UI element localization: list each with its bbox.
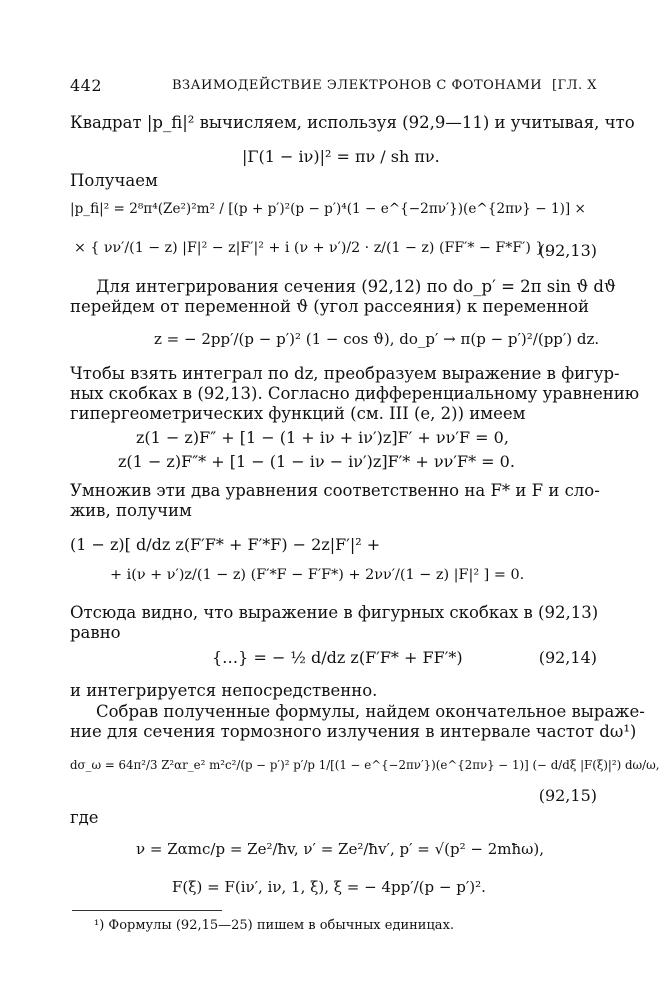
paragraph-line: Чтобы взять интеграл по dz, преобразуем выражение в фигур- [70,364,620,383]
equation-number: (92,13) [538,241,597,260]
paragraph-line: и интегрируется непосредственно. [70,681,378,700]
paragraph-line: жив, получим [70,501,192,520]
equation-sum-line2: + i(ν + ν′)z/(1 − z) (F′*F − F′F*) + 2νν′/(1 − z) |F|² ] = 0. [110,567,525,583]
paragraph-line: ных скобках в (92,13). Согласно дифференциальному уравнению [70,384,640,403]
equation-nu: ν = Zαmc/p = Ze²/ħv, ν′ = Ze²/ħv′, p′ = √(p² − 2mħω), [136,840,545,858]
equation-z: z = − 2pp′/(p − p′)² (1 − cos ϑ), do_p′ → π(p − p′)²/(pp′) dz. [154,330,600,348]
paragraph-line: где [70,808,99,827]
equation-92-13-line2: × { νν′/(1 − z) |F|² − z|F′|² + i (ν + ν′)/2 · z/(1 − z) (FF′* − F*F′) }. [74,240,549,256]
equation-92-14: {…} = − ½ d/dz z(F′F* + FF′*) [212,648,463,667]
footnote-rule [72,910,222,911]
equation-hypergeometric-1: z(1 − z)F″ + [1 − (1 + iν + iν′)z]F′ + νν′F = 0, [136,428,509,447]
footnote: ¹) Формулы (92,15—25) пишем в обычных единицах. [94,918,455,933]
paragraph-line: Для интегрирования сечения (92,12) по do_p′ = 2π sin ϑ dϑ [96,277,616,296]
paragraph-line: Отсюда видно, что выражение в фигурных скобках в (92,13) [70,603,599,622]
equation-F: F(ξ) = F(iν′, iν, 1, ξ), ξ = − 4pp′/(p − p′)². [172,878,486,896]
paragraph-line: равно [70,623,121,642]
equation-gamma: |Γ(1 − iν)|² = πν / sh πν. [242,147,440,166]
equation-92-13-line1: |p_fi|² = 2⁸π⁴(Ze²)²m² / [(p + p′)²(p − p′)⁴(1 − e^{−2πν′})(e^{2πν} − 1)] × [70,201,586,217]
paragraph-line: ние для сечения тормозного излучения в интервале частот dω¹) [70,722,637,741]
running-title: ВЗАИМОДЕЙСТВИЕ ЭЛЕКТРОНОВ С ФОТОНАМИ [172,78,543,93]
equation-number: (92,14) [538,648,597,667]
chapter-label: [ГЛ. X [551,78,597,93]
paragraph-line: Умножив эти два уравнения соответственно на F* и F и сло- [70,481,600,500]
equation-92-15: dσ_ω = 64π²/3 Z²αr_e² m²c²/(p − p′)² p′/p 1/[(1 − e^{−2πν′})(e^{2πν} − 1)] (− d/dξ |F(ξ)|²) dω/ω, [70,758,660,772]
equation-hypergeometric-2: z(1 − z)F″* + [1 − (1 − iν − iν′)z]F′* + νν′F* = 0. [118,452,515,471]
equation-number: (92,15) [538,786,597,805]
equation-sum-line1: (1 − z)[ d/dz z(F′F* + F′*F) − 2z|F′|² + [70,535,381,554]
paragraph-line: перейдем от переменной ϑ (угол рассеяния) к переменной [70,297,590,316]
paragraph-line: Получаем [70,171,158,190]
paragraph-line: Собрав полученные формулы, найдем окончательное выраже- [96,702,645,721]
paragraph-line: Квадрат |p_fi|² вычисляем, используя (92,9—11) и учитывая, что [70,113,635,132]
page-number: 442 [70,76,103,95]
paragraph-line: гипергеометрических функций (см. III (е, 2)) имеем [70,404,526,423]
